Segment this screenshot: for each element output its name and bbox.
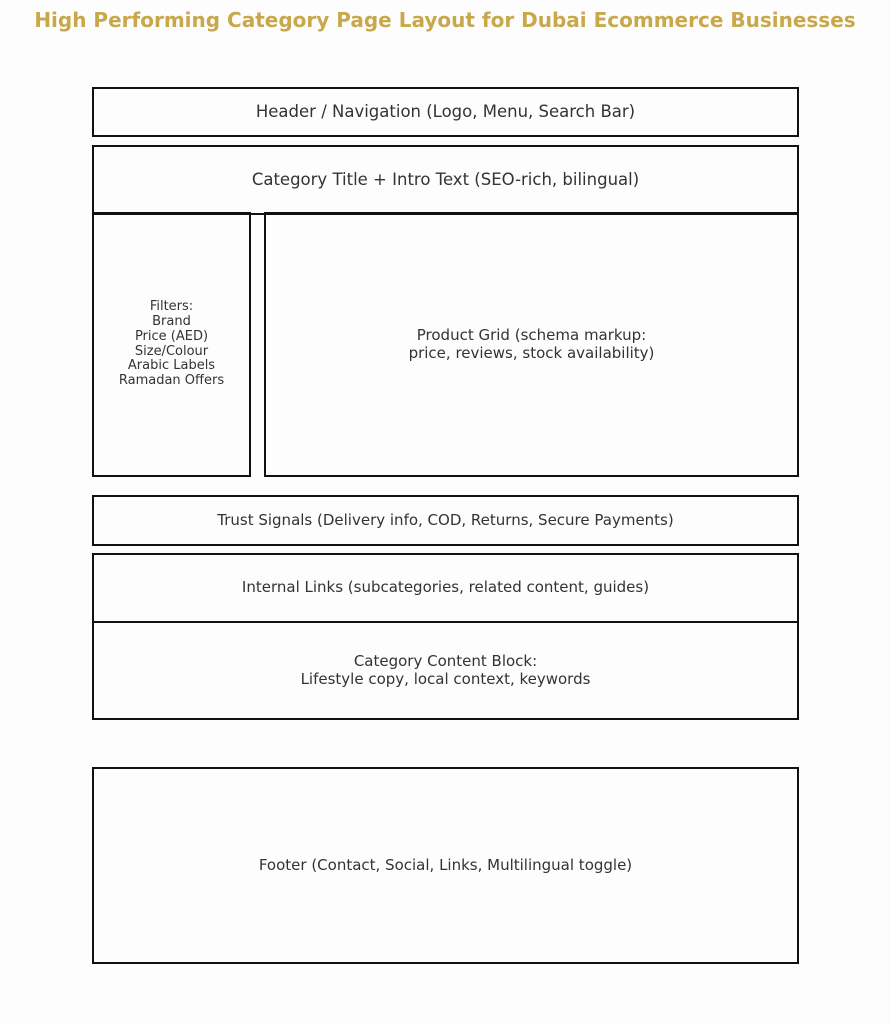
internal-links-block (92, 553, 799, 623)
internal-links-label: Internal Links (subcategories, related content, guides) (241, 578, 650, 597)
category-content-block (92, 621, 799, 720)
product-grid-label: Product Grid (schema markup: price, reviews, stock availability) (408, 326, 655, 362)
diagram-title: High Performing Category Page Layout for Dubai Ecommerce Businesses (34, 8, 856, 32)
category-intro-block (92, 145, 799, 215)
trust-signals-block (92, 495, 799, 546)
filters-block (92, 212, 251, 477)
category-content-label: Category Content Block: Lifestyle copy, local context, keywords (300, 652, 591, 688)
product-grid-block (264, 212, 799, 477)
category-intro-label: Category Title + Intro Text (SEO-rich, bilingual) (251, 169, 640, 189)
footer-label: Footer (Contact, Social, Links, Multilingual toggle) (258, 855, 633, 874)
trust-signals-label: Trust Signals (Delivery info, COD, Returns, Secure Payments) (217, 510, 674, 529)
filters-label: Filters: Brand Price (AED) Size/Colour Arabic Labels Ramadan Offers (118, 298, 225, 389)
header-navigation-block (92, 87, 799, 137)
footer-block (92, 767, 799, 964)
header-navigation-label: Header / Navigation (Logo, Menu, Search Bar) (255, 101, 636, 121)
